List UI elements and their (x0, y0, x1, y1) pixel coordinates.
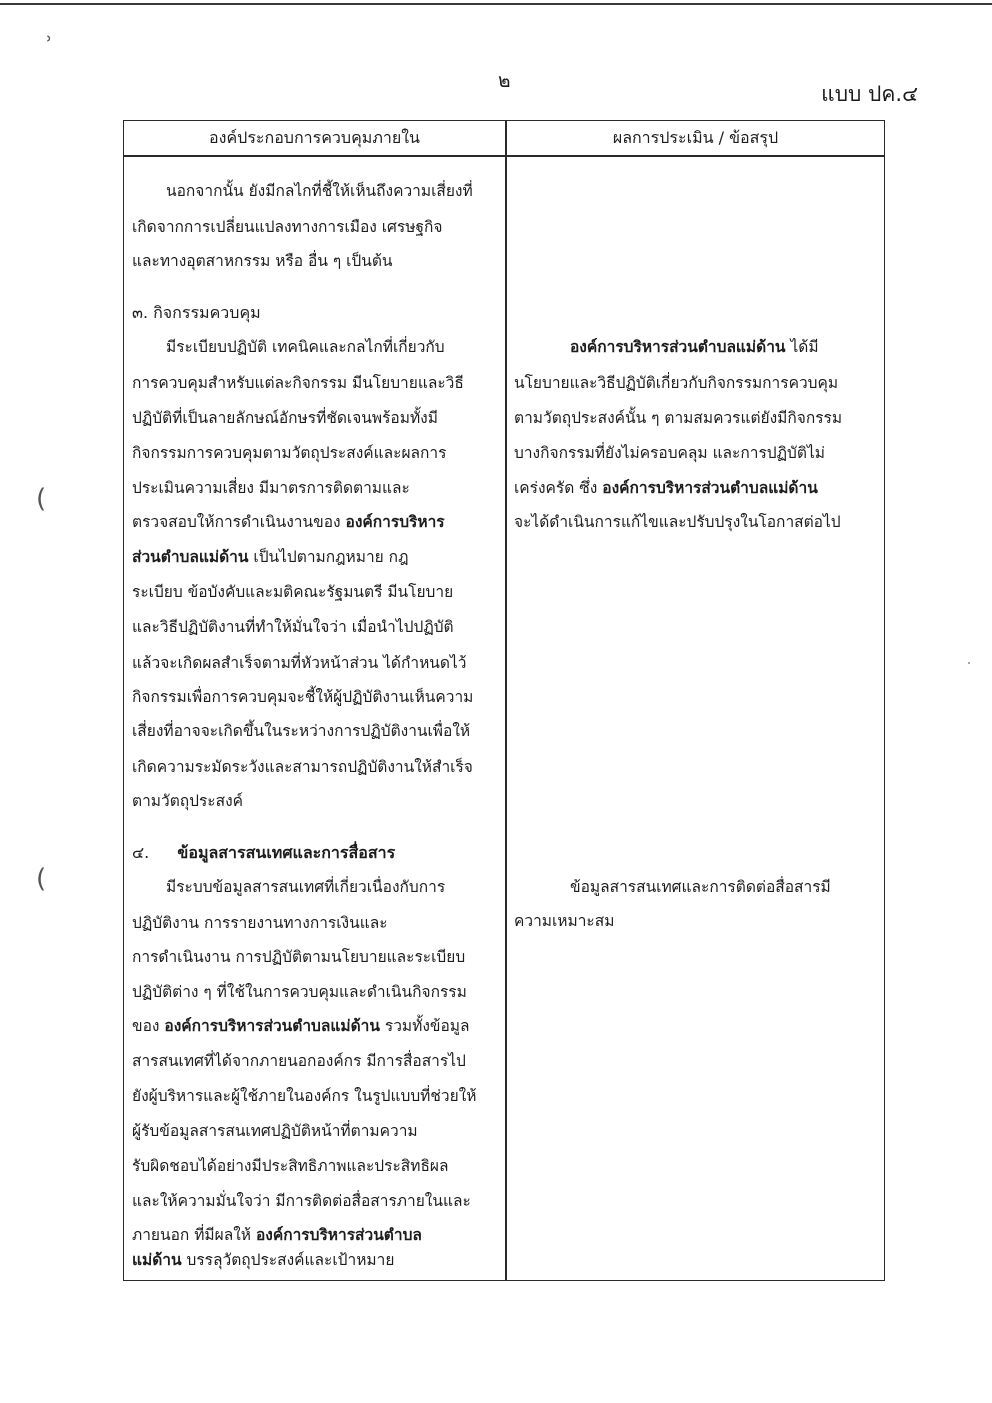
result-3-line (570, 332, 878, 362)
section-4-number: ๔. (132, 843, 150, 862)
text: บรรลุวัตถุประสงค์และเป้าหมาย (186, 1251, 395, 1269)
scan-mark: ˒ (46, 28, 53, 53)
section-4-line (132, 1011, 498, 1041)
column-divider (505, 120, 507, 1281)
org-name: องค์การบริหารส่วนตำบล (255, 1226, 422, 1244)
result-3-line: ตามวัตถุประสงค์นั้น ๆ ตามสมควรแต่ยังมีกิจกรรม (514, 409, 843, 427)
text: เป็นไปตามกฎหมาย กฎ (253, 548, 409, 566)
form-code: แบบ ปค.๔ (821, 82, 918, 106)
text: ตรวจสอบให้การดำเนินงานของ (132, 513, 341, 531)
section-4-line: สารสนเทศที่ได้จากภายนอกองค์กร มีการสื่อสารไป (132, 1052, 466, 1070)
section-4-line: ยังผู้บริหารและผู้ใช้ภายในองค์กร ในรูปแบบที่ช่วยให้ (132, 1087, 477, 1105)
org-name: ส่วนตำบลแม่ด้าน (132, 548, 249, 566)
result-4-line: ความเหมาะสม (514, 912, 615, 930)
section-4-title (132, 838, 498, 868)
section-4-heading: ข้อมูลสารสนเทศและการสื่อสาร (177, 843, 396, 862)
result-3-line: นโยบายและวิธีปฏิบัติเกี่ยวกับกิจกรรมการควบคุม (514, 374, 839, 392)
hole-punch-mark: ( (36, 864, 47, 894)
top-border-line (0, 3, 992, 5)
intro-line: เกิดจากการเปลี่ยนแปลงทางการเมือง เศรษฐกิจ (132, 218, 443, 236)
text: เคร่งครัด ซึ่ง (514, 479, 598, 497)
section-4-line: รับผิดชอบได้อย่างมีประสิทธิภาพและประสิทธิผล (132, 1157, 449, 1175)
section-4-line: และให้ความมั่นใจว่า มีการติดต่อสื่อสารภายในและ (132, 1192, 471, 1210)
text: รวมทั้งข้อมูล (384, 1017, 470, 1035)
org-name: แม่ด้าน (132, 1251, 182, 1269)
result-3-line: บางกิจกรรมที่ยังไม่ครอบคลุม และการปฏิบัติไม่ (514, 444, 825, 462)
section-3-line: ระเบียบ ข้อบังคับและมติคณะรัฐมนตรี มีนโยบาย (132, 583, 454, 601)
section-3-title: ๓. กิจกรรมควบคุม (132, 303, 261, 322)
section-3-line: ตามวัตถุประสงค์ (132, 792, 244, 810)
org-name: องค์การบริหารส่วนตำบลแม่ด้าน (164, 1017, 380, 1035)
org-name: องค์การบริหารส่วนตำบลแม่ด้าน (570, 338, 786, 356)
intro-line: นอกจากนั้น ยังมีกลไกที่ชี้ให้เห็นถึงความเสี่ยงที่ (166, 182, 473, 200)
text: ได้มี (790, 338, 819, 356)
section-4-line (132, 1245, 498, 1275)
section-3-line: ปฏิบัติที่เป็นลายลักษณ์อักษรที่ชัดเจนพร้อมทั้งมี (132, 409, 438, 427)
section-3-line: ประเมินความเสี่ยง มีมาตรการติดตามและ (132, 479, 410, 497)
result-4-line: ข้อมูลสารสนเทศและการติดต่อสื่อสารมี (570, 878, 831, 896)
hole-punch-mark: ( (36, 484, 47, 514)
intro-line: และทางอุตสาหกรรม หรือ อื่น ๆ เป็นต้น (132, 252, 393, 270)
section-4-line: มีระบบข้อมูลสารสนเทศที่เกี่ยวเนื่องกับการ (166, 878, 446, 896)
section-4-line: ปฏิบัติต่าง ๆ ที่ใช้ในการควบคุมและดำเนินกิจกรรม (132, 983, 467, 1001)
scan-dot (968, 662, 970, 664)
header-internal-control-components: องค์ประกอบการควบคุมภายใน (209, 128, 420, 147)
section-4-line: การดำเนินงาน การปฏิบัติตามนโยบายและระเบียบ (132, 948, 466, 966)
section-3-line: การควบคุมสำหรับแต่ละกิจกรรม มีนโยบายและวิธี (132, 374, 464, 392)
section-3-line: เกิดความระมัดระวังและสามารถปฏิบัติงานให้สำเร็จ (132, 758, 473, 776)
section-3-line: กิจกรรมเพื่อการควบคุมจะชี้ให้ผู้ปฏิบัติงานเห็นความ (132, 688, 474, 706)
section-3-line: เสี่ยงที่อาจจะเกิดขึ้นในระหว่างการปฏิบัติงานเพื่อให้ (132, 722, 471, 740)
header-divider (123, 155, 885, 157)
result-3-line (514, 473, 878, 503)
section-3-line (132, 507, 498, 537)
header-assessment-result: ผลการประเมิน / ข้อสรุป (612, 128, 779, 147)
section-3-line: กิจกรรมการควบคุมตามวัตถุประสงค์และผลการ (132, 444, 447, 462)
result-3-line: จะได้ดำเนินการแก้ไขและปรับปรุงในโอกาสต่อไป (514, 513, 841, 531)
section-3-line: แล้วจะเกิดผลสำเร็จตามที่หัวหน้าส่วน ได้กำหนดไว้ (132, 654, 467, 672)
section-4-line: ปฏิบัติงาน การรายงานทางการเงินและ (132, 914, 388, 932)
text: ของ (132, 1017, 160, 1035)
org-name: องค์การบริหารส่วนตำบลแม่ด้าน (602, 479, 818, 497)
org-name: องค์การบริหาร (345, 513, 445, 531)
section-3-line (132, 542, 498, 572)
text: ภายนอก ที่มีผลให้ (132, 1226, 252, 1244)
page-number: ๒ (498, 70, 511, 92)
section-3-line: และวิธีปฏิบัติงานที่ทำให้มั่นใจว่า เมื่อนำไปปฏิบัติ (132, 618, 454, 636)
section-4-line: ผู้รับข้อมูลสารสนเทศปฏิบัติหน้าที่ตามความ (132, 1122, 418, 1140)
section-3-line: มีระเบียบปฏิบัติ เทคนิคและกลไกที่เกี่ยวกับ (166, 338, 445, 356)
